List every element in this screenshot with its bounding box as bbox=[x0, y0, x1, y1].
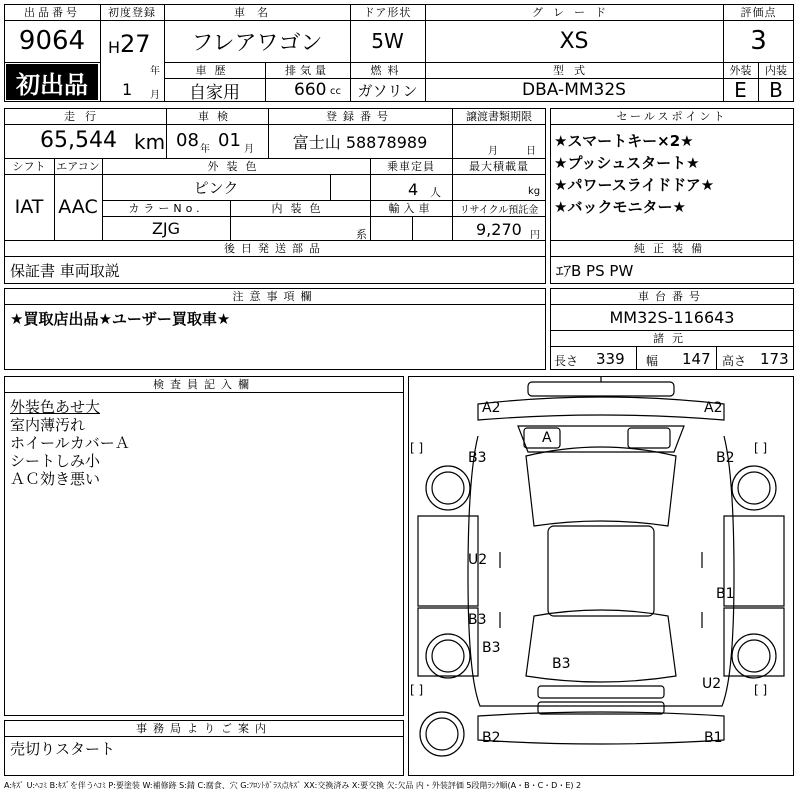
inspector-line-3: ホイールカバーＡ bbox=[10, 434, 130, 452]
mark-front-right: A2 bbox=[704, 400, 723, 416]
displacement-label: 排気量 bbox=[285, 64, 330, 77]
fuel: ガソリン bbox=[357, 81, 418, 100]
mileage-unit: km bbox=[134, 130, 166, 154]
plate: 富士山 58878989 bbox=[292, 132, 428, 152]
lot-no: 9064 bbox=[18, 26, 86, 56]
car-name-label: 車名 bbox=[234, 6, 280, 19]
height-label: 高さ bbox=[722, 354, 747, 368]
recycle-unit: 円 bbox=[530, 230, 540, 241]
car-diagram bbox=[408, 376, 794, 776]
sales-point-3: ★パワースライドドア★ bbox=[554, 176, 715, 194]
color-no: ZJG bbox=[151, 218, 181, 238]
mark-rear-right: U2 bbox=[702, 676, 722, 692]
mileage: 65,544 bbox=[40, 128, 117, 153]
door: 5W bbox=[371, 29, 404, 53]
first-listing-badge: 初出品 bbox=[6, 64, 98, 100]
insp-year-unit: 年 bbox=[200, 144, 210, 155]
grade-label: グレード bbox=[532, 6, 616, 19]
mark-roof-rear: B3 bbox=[552, 656, 571, 672]
exterior-label: 外装 bbox=[729, 64, 752, 77]
score: 3 bbox=[750, 26, 767, 56]
transfer-month-unit: 月 bbox=[488, 146, 498, 157]
month: 1 bbox=[122, 80, 133, 99]
model: DBA-MM32S bbox=[522, 80, 626, 100]
notes-label: 注意事項欄 bbox=[232, 290, 318, 303]
exterior-grade: E bbox=[734, 78, 747, 102]
width: 147 bbox=[682, 350, 711, 368]
grade: XS bbox=[559, 28, 589, 54]
notes: ★買取店出品★ユーザー買取車★ bbox=[10, 310, 231, 328]
insp-year: 08 bbox=[176, 130, 199, 151]
displacement: 660 bbox=[294, 80, 327, 100]
first-reg-label: 初度登録 bbox=[108, 6, 156, 19]
insp-month-unit: 月 bbox=[244, 144, 254, 155]
svg-text:[ ]: [ ] bbox=[754, 441, 768, 455]
recycle-label: リサイクル預託金 bbox=[459, 204, 539, 216]
sales-point-2: ★プッシュスタート★ bbox=[554, 154, 700, 172]
ac-label: エアコン bbox=[56, 160, 100, 173]
equipment-label: 純正装備 bbox=[634, 242, 710, 255]
shift-label: シフト bbox=[12, 160, 46, 173]
length-label: 長さ bbox=[554, 354, 579, 368]
office: 売切りスタート bbox=[10, 740, 116, 758]
month-unit: 月 bbox=[150, 90, 160, 101]
capacity-label: 乗車定員 bbox=[387, 160, 435, 173]
width-label: 幅 bbox=[646, 354, 659, 368]
mark-rear-fender-left: B3 bbox=[482, 640, 501, 656]
transfer-day-unit: 日 bbox=[526, 146, 536, 157]
color: ピンク bbox=[193, 178, 239, 197]
chassis: MM32S-116643 bbox=[609, 307, 735, 327]
mark-door-right: B1 bbox=[716, 586, 735, 602]
shift: IAT bbox=[14, 196, 44, 218]
inspector-label: 検査員記入欄 bbox=[153, 378, 255, 391]
svg-text:[ ]: [ ] bbox=[754, 683, 768, 697]
later-parts: 保証書 車両取説 bbox=[10, 262, 120, 280]
year-unit: 年 bbox=[150, 66, 160, 77]
svg-text:[ ]: [ ] bbox=[410, 441, 424, 455]
inspector-line-1: 外装色あせ大 bbox=[10, 398, 101, 416]
sales-point-4: ★バックモニター★ bbox=[554, 198, 686, 216]
svg-text:[ ]: [ ] bbox=[410, 683, 424, 697]
insp-month: 01 bbox=[218, 130, 241, 151]
score-label: 評価点 bbox=[740, 6, 777, 19]
interior-color-unit: 系 bbox=[356, 228, 367, 241]
sales-points-label: セールスポイント bbox=[616, 110, 728, 123]
chassis-label: 車台番号 bbox=[638, 290, 706, 303]
car-name: フレアワゴン bbox=[191, 30, 323, 56]
inspection-label: 車検 bbox=[198, 110, 236, 123]
transfer-label: 譲渡書類期限 bbox=[466, 110, 532, 123]
inspector-line-4: シートしみ小 bbox=[10, 452, 101, 470]
year: 27 bbox=[120, 30, 151, 58]
plate-label: 登録番号 bbox=[326, 110, 394, 123]
interior-label: 内装 bbox=[765, 64, 787, 77]
history-label: 車歴 bbox=[195, 64, 234, 77]
history: 自家用 bbox=[189, 82, 240, 102]
office-label: 事務局よりご案内 bbox=[136, 722, 272, 735]
import-label: 輸入車 bbox=[388, 202, 434, 215]
displacement-unit: cc bbox=[330, 86, 341, 97]
legend: A:ｷｽﾞ U:ﾍｺﾐ B:ｷｽﾞを伴うﾍｺﾐ P:要塗装 W:補修跡 S:錆 C:腐食、穴 G:ﾌﾛﾝﾄｶﾞﾗｽ点ｷｽﾞ XX:交換済み X:要交換 欠:欠品 内・外装評価 5段階ﾗﾝｸ順(A・B・C・D・E) 2 bbox=[4, 781, 582, 790]
capacity: 4 bbox=[408, 180, 419, 199]
inspector-line-2: 室内薄汚れ bbox=[10, 416, 86, 434]
mileage-label: 走行 bbox=[64, 110, 106, 123]
ac: AAC bbox=[58, 196, 98, 218]
model-label: 型式 bbox=[553, 64, 595, 77]
interior-grade: B bbox=[769, 78, 783, 102]
color-label: 外装色 bbox=[207, 160, 265, 173]
door-label: ドア形状 bbox=[363, 6, 412, 19]
fuel-label: 燃料 bbox=[370, 64, 405, 77]
mark-rear-door-left: B3 bbox=[468, 612, 487, 628]
height: 173 bbox=[760, 350, 789, 368]
recycle: 9,270 bbox=[476, 220, 522, 239]
mark-front-fender-left: B3 bbox=[468, 450, 487, 466]
mark-rear-bumper-right: B1 bbox=[704, 730, 723, 746]
interior-color-label: 内装色 bbox=[271, 202, 329, 215]
mark-rear-bumper-left: B2 bbox=[482, 730, 501, 746]
era: H bbox=[108, 38, 121, 57]
color-no-label: カラーNo. bbox=[128, 202, 204, 215]
later-parts-label: 後日発送部品 bbox=[224, 242, 326, 255]
length: 339 bbox=[596, 350, 625, 368]
load-label: 最大積載量 bbox=[469, 160, 529, 173]
load-unit: kg bbox=[528, 186, 541, 197]
mark-front-left: A2 bbox=[482, 400, 501, 416]
lot-no-label: 出品番号 bbox=[24, 6, 80, 19]
capacity-unit: 人 bbox=[430, 186, 441, 199]
mark-door-left: U2 bbox=[468, 552, 488, 568]
sales-point-1: ★スマートキー×2★ bbox=[554, 132, 694, 150]
equipment: ｴｱB PS PW bbox=[556, 262, 634, 280]
mark-front-fender-right: B2 bbox=[716, 450, 735, 466]
mark-windshield: A bbox=[542, 430, 552, 446]
inspector-line-5: ＡＣ効き悪い bbox=[10, 470, 101, 488]
dims-label: 諸元 bbox=[653, 332, 691, 345]
